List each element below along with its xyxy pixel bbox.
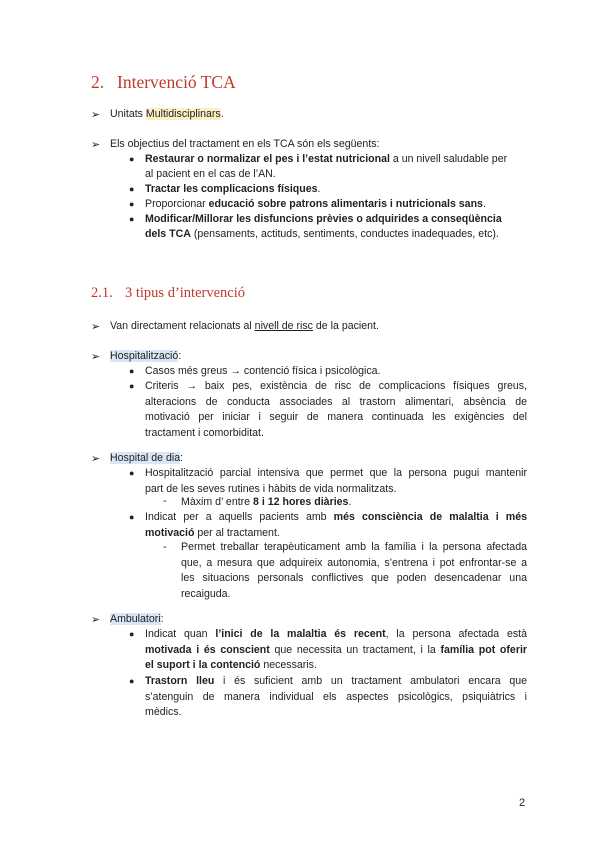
- objective-4-line2: [145, 227, 499, 242]
- subsection-heading: [91, 285, 245, 302]
- amb-b1-line1: [145, 627, 527, 643]
- dash-bullet: -: [163, 495, 167, 507]
- objective-1-rest: a un nivell saludable per: [389, 153, 508, 165]
- bullet-dot-icon: ●: [129, 468, 135, 478]
- dia-d2-line3: les situacions personals conflictives que poden desencadenar una: [181, 572, 527, 584]
- objective-3-bold: educació sobre patrons alimentaris i nutricionals sans: [208, 198, 483, 210]
- page-number: 2: [519, 797, 526, 809]
- amb-b2-line2: s’atenguin de manera individual els aspectes psicològics, psiquiàtrics i: [145, 690, 527, 703]
- amb-b1-bold2: motivada i és conscient: [145, 643, 270, 656]
- hosp-b2-line3: motivació per iniciar i seguir de manera continuada les exigències del: [145, 411, 527, 423]
- dia-d1-pre: Màxim d’ entre: [181, 496, 254, 508]
- dia-b1-line1: Hospitalització parcial intensiva que permet que la persona pugui mantenir: [145, 467, 527, 479]
- amb-b2-line3: mèdics.: [145, 706, 182, 718]
- dia-b2-bold1: més consciència de malaltia i més: [333, 511, 527, 523]
- arrow-bullet-icon: ➢: [91, 351, 101, 363]
- subsection-title: 3 tipus d’intervenció: [125, 285, 246, 301]
- objective-3-rest: .: [482, 198, 486, 210]
- bullet-dot-icon: ●: [129, 381, 135, 391]
- dia-d2-line4: recaiguda.: [181, 587, 231, 600]
- amb-b1-bold4: el suport i la contenció: [145, 659, 261, 671]
- section-heading: [91, 72, 236, 93]
- dia-b2: [145, 510, 527, 541]
- objective-1-bold: Restaurar o normalizar el pes i l’estat nutricional: [145, 153, 390, 165]
- objective-2: [145, 182, 320, 197]
- amb-b2-rest: i és suficient amb un tractament ambulatori encara que: [214, 675, 527, 687]
- arrow-bullet-icon: ➢: [91, 453, 101, 465]
- objective-4-bold2: dels TCA: [145, 228, 191, 240]
- amb-b1-mid2: que necessita un tractament, i la: [269, 643, 441, 656]
- hosp-b2-line1: Criteris → baix pes, existència de risc de complicacions físiques greus,: [145, 380, 527, 392]
- amb-b1-line3: [145, 658, 527, 674]
- hosp-b2-line4: tractament i comorbiditat.: [145, 426, 264, 439]
- unitats-line: [110, 107, 224, 122]
- dia-b2-line2: [145, 526, 527, 542]
- dia-d1-bold: 8 i 12 hores diàries: [253, 496, 349, 508]
- arrow-bullet-icon: ➢: [91, 139, 101, 151]
- section-title: Intervenció TCA: [117, 72, 236, 92]
- subsection-number: 2.1.: [91, 285, 113, 301]
- hospitalitzacio-highlight: Hospitalització: [110, 350, 179, 362]
- arrow-bullet-icon: ➢: [91, 109, 101, 121]
- dia-b2-post: per al tractament.: [194, 526, 280, 539]
- objective-4-rest: (pensaments, actituds, sentiments, conductes inadequades, etc).: [190, 228, 499, 240]
- amb-b1-bold1: l’inici de la malaltia és recent: [215, 628, 386, 640]
- bullet-dot-icon: ●: [129, 676, 135, 686]
- nivell-de-risc-text: nivell de risc: [254, 320, 313, 332]
- hosp-b1: Casos més greus → contenció física i psicològica.: [145, 365, 381, 377]
- bullet-dot-icon: ●: [129, 214, 135, 224]
- hospital-dia-label: [110, 451, 183, 466]
- bullet-dot-icon: ●: [129, 199, 135, 209]
- dia-b1-line2: part de les seves rutines i hàbits de vida normalitzats.: [145, 482, 397, 495]
- objective-3-pre: Proporcionar: [145, 198, 209, 210]
- bullet-dot-icon: ●: [129, 629, 135, 639]
- intro-pre: Van directament relacionats al: [110, 320, 255, 332]
- amb-b1-post: necessaris.: [260, 659, 317, 671]
- dia-d2: [181, 540, 527, 602]
- objective-1-line2: al pacient en el cas de l’AN.: [145, 168, 276, 180]
- dash-bullet: -: [163, 541, 167, 553]
- objective-3: [145, 197, 486, 212]
- ambulatori-label: [110, 612, 164, 627]
- hospitalitzacio-label: [110, 349, 181, 364]
- objective-4-line1: [145, 212, 502, 227]
- amb-b1-mid: , la persona afectada està: [385, 628, 527, 640]
- hosp-b2-line2: alteracions de conducta associades al trastorn alimentari, absència de: [145, 395, 527, 408]
- dia-b2-pre: Indicat per a aquells pacients amb: [145, 511, 334, 523]
- dia-d1-post: .: [348, 496, 352, 508]
- ambulatori-highlight: Ambulatori: [110, 613, 161, 625]
- hosp-b2: [145, 379, 527, 441]
- objective-1-line1: [145, 152, 507, 167]
- objective-2-bold: Tractar les complicacions físiques: [145, 183, 318, 195]
- dia-b1: [145, 466, 527, 497]
- amb-b1: [145, 627, 527, 674]
- dia-d1: [181, 495, 351, 510]
- hospital-dia-highlight: Hospital de dia: [110, 452, 181, 464]
- amb-b1-pre: Indicat quan: [145, 628, 216, 640]
- dia-b2-bold2: motivació: [145, 526, 195, 539]
- hospital-dia-colon: :: [180, 452, 184, 464]
- amb-b1-line2: [145, 643, 527, 659]
- dia-b2-line1: [145, 510, 527, 526]
- objective-2-rest: .: [317, 183, 321, 195]
- intro-line: [110, 319, 379, 334]
- objective-4-bold1: Modificar/Millorar les disfuncions prèvies o adquirides a conseqüència: [145, 213, 502, 225]
- intro-post: de la pacient.: [312, 320, 379, 332]
- bullet-dot-icon: ●: [129, 366, 135, 376]
- unitats-text: Unitats: [110, 108, 146, 120]
- dia-d2-line2: que, a mesura que adquireix autonomia, s’entrena i pot enfrontar-se a: [181, 556, 527, 569]
- amb-b1-bold3: família pot oferir: [440, 643, 528, 656]
- unitats-period: .: [220, 108, 224, 120]
- bullet-dot-icon: ●: [129, 512, 135, 522]
- amb-b2-bold: Trastorn lleu: [145, 675, 215, 687]
- bullet-dot-icon: ●: [129, 184, 135, 194]
- ambulatori-colon: :: [160, 613, 164, 625]
- arrow-bullet-icon: ➢: [91, 321, 101, 333]
- amb-b2: [145, 674, 527, 721]
- objectius-intro: Els objectius del tractament en els TCA són els següents:: [110, 138, 380, 150]
- amb-b2-line1: [145, 674, 527, 690]
- multidisciplinars-highlight: Multidisciplinars: [145, 108, 221, 120]
- arrow-bullet-icon: ➢: [91, 614, 101, 626]
- section-number: 2.: [91, 72, 105, 92]
- hospitalitzacio-colon: :: [178, 350, 182, 362]
- bullet-dot-icon: ●: [129, 154, 135, 164]
- dia-d2-line1: Permet treballar terapèuticament amb la família i la persona afectada: [181, 541, 527, 553]
